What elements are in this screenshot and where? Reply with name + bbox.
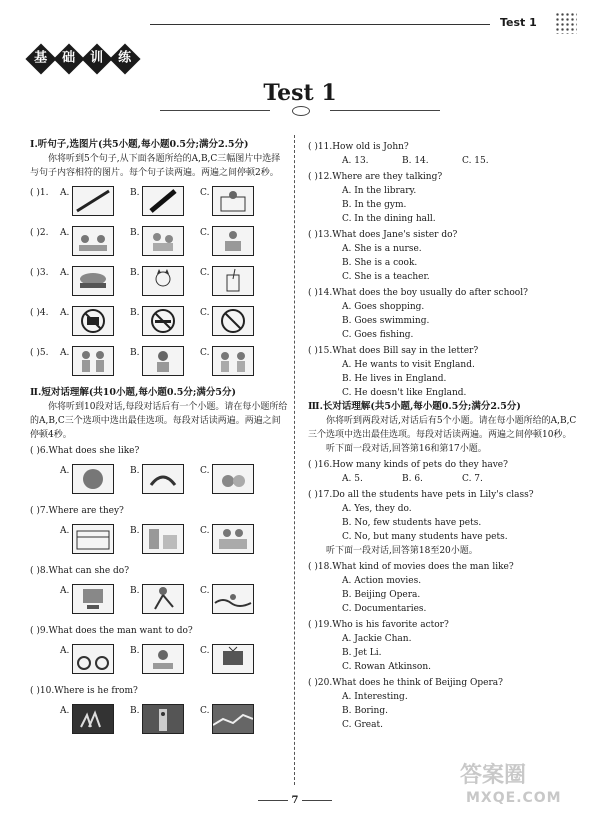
question-5: ( )5. A. B. C. — [30, 346, 288, 378]
option[interactable]: B. Beijing Opera. — [342, 590, 421, 600]
question-15: ( )15.What does Bill say in the letter? — [308, 346, 479, 356]
section-3-subinstruction-1: 听下面一段对话,回答第16和第17小题。 — [326, 444, 487, 454]
option[interactable]: B. Boring. — [342, 706, 388, 716]
option[interactable]: A. Interesting. — [342, 692, 408, 702]
cat-picture[interactable] — [142, 266, 184, 296]
two-kids-picture[interactable] — [72, 346, 114, 376]
great-wall-picture[interactable] — [212, 704, 254, 734]
children-picture[interactable] — [142, 226, 184, 256]
computer-picture[interactable] — [72, 584, 114, 614]
hamburger-picture[interactable] — [72, 266, 114, 296]
question-number: ( )1. — [30, 188, 49, 198]
question-18: ( )18.What kind of movies does the man like? — [308, 562, 514, 572]
badge-char: 基 — [34, 50, 48, 66]
option[interactable]: A. 13. — [342, 156, 369, 166]
option[interactable]: C. Documentaries. — [342, 604, 427, 614]
question-13: ( )13.What does Jane's sister do? — [308, 230, 458, 240]
question-4: ( )4. A. B. C. — [30, 306, 288, 338]
corner-title: Test 1 — [500, 16, 537, 29]
section-1-heading: Ⅰ.听句子,选图片(共5小题,每小题0.5分;满分2.5分) — [30, 139, 249, 150]
girl-picture[interactable] — [142, 346, 184, 376]
bicycle-picture[interactable] — [72, 644, 114, 674]
watermark-logo: 答案圈 — [460, 763, 527, 788]
question-number: ( )5. — [30, 348, 49, 358]
option[interactable]: A. Jackie Chan. — [342, 634, 412, 644]
ruler-picture[interactable] — [72, 186, 114, 216]
badge-char: 练 — [118, 50, 132, 66]
option[interactable]: C. He doesn't like England. — [342, 388, 467, 398]
page-number: 7 — [291, 795, 299, 806]
group-picture[interactable] — [212, 226, 254, 256]
column-divider — [294, 135, 295, 785]
option[interactable]: B. She is a cook. — [342, 258, 418, 268]
pen-picture[interactable] — [142, 186, 184, 216]
big-ben-picture[interactable] — [142, 704, 184, 734]
option[interactable]: A. Action movies. — [342, 576, 422, 586]
option[interactable]: C. No, but many students have pets. — [342, 532, 508, 542]
section-badge — [28, 48, 138, 70]
option[interactable]: C. 7. — [462, 474, 483, 484]
option[interactable]: C. Rowan Atkinson. — [342, 662, 431, 672]
question-9: ( )9.What does the man want to do? — [30, 626, 193, 636]
option[interactable]: B. No, few students have pets. — [342, 518, 482, 528]
question-8: ( )8.What can she do? — [30, 566, 130, 576]
option[interactable]: B. He lives in England. — [342, 374, 447, 384]
right-column — [308, 138, 578, 732]
scene-picture[interactable] — [212, 186, 254, 216]
question-8-options: A. B. C. — [30, 584, 288, 616]
apples-picture[interactable] — [212, 464, 254, 494]
eating-picture[interactable] — [142, 644, 184, 674]
question-10-options: A. B. C. — [30, 704, 288, 736]
option[interactable]: B. 14. — [402, 156, 429, 166]
section-1-instructions: 你将听到5个句子,从下面各题所给的A,B,C三幅图片中选择与句子内容相符的图片。每个句子读两遍。两遍之间停顿2秒。 — [30, 154, 281, 178]
section-2-heading: Ⅱ.短对话理解(共10小题,每小题0.5分;满分5分) — [30, 387, 236, 398]
option[interactable]: B. In the gym. — [342, 200, 407, 210]
no-entry-sign-picture[interactable] — [212, 306, 254, 336]
option[interactable]: A. 5. — [342, 474, 363, 484]
option[interactable]: A. She is a nurse. — [342, 244, 422, 254]
header-rule — [150, 24, 490, 25]
question-12: ( )12.Where are they talking? — [308, 172, 443, 182]
no-photo-sign-picture[interactable] — [72, 306, 114, 336]
sydney-opera-house-picture[interactable] — [72, 704, 114, 734]
corner-dots-decoration — [555, 12, 577, 34]
question-11: ( )11.How old is John? — [308, 142, 409, 152]
badge-char: 础 — [62, 50, 76, 66]
question-9-options: A. B. C. — [30, 644, 288, 676]
option[interactable]: A. He wants to visit England. — [342, 360, 475, 370]
tv-picture[interactable] — [212, 644, 254, 674]
question-20: ( )20.What does he think of Beijing Opera? — [308, 678, 503, 688]
dancing-picture[interactable] — [142, 584, 184, 614]
question-14: ( )14.What does the boy usually do after school? — [308, 288, 528, 298]
question-6: ( )6.What does she like? — [30, 446, 140, 456]
bananas-picture[interactable] — [142, 464, 184, 494]
question-7-options: A. B. C. — [30, 524, 288, 556]
section-3-instructions: 你将听到两段对话,对话后有5个小题。请在每小题所给的A,B,C三个选项中选出最佳选项。每段对话读两遍。两遍之间停顿10秒。 — [308, 416, 577, 440]
section-3-heading: Ⅲ.长对话理解(共5小题,每小题0.5分;满分2.5分) — [308, 401, 521, 412]
question-2: ( )2. A. B. C. — [30, 226, 288, 258]
swimming-picture[interactable] — [212, 584, 254, 614]
option[interactable]: A. Goes shopping. — [342, 302, 425, 312]
shop-picture[interactable] — [72, 524, 114, 554]
option[interactable]: C. Goes fishing. — [342, 330, 414, 340]
section-2-instructions: 你将听到10段对话,每段对话后有一个小题。请在每小题所给的A,B,C三个选项中选出最佳选项。每段对话读两遍。两遍之间停顿4秒。 — [30, 402, 288, 440]
drink-picture[interactable] — [212, 266, 254, 296]
option[interactable]: B. Jet Li. — [342, 648, 382, 658]
option[interactable]: C. In the dining hall. — [342, 214, 436, 224]
option[interactable]: A. Yes, they do. — [342, 504, 412, 514]
watermelon-picture[interactable] — [72, 464, 114, 494]
question-19: ( )19.Who is his favorite actor? — [308, 620, 449, 630]
page-title-wrap — [190, 80, 410, 106]
option[interactable]: B. Goes swimming. — [342, 316, 430, 326]
page-footer — [240, 795, 350, 806]
question-10: ( )10.Where is he from? — [30, 686, 138, 696]
section-3-subinstruction-2: 听下面一段对话,回答第18至20小题。 — [326, 546, 478, 556]
option[interactable]: C. Great. — [342, 720, 383, 730]
page-title: Test 1 — [263, 80, 337, 106]
question-number: ( )2. — [30, 228, 49, 238]
question-number: ( )4. — [30, 308, 49, 318]
watermark-url: MXQE.COM — [466, 790, 562, 806]
question-16-options — [308, 472, 578, 486]
left-column — [30, 138, 288, 744]
no-smoking-sign-picture[interactable] — [142, 306, 184, 336]
question-17: ( )17.Do all the students have pets in Lily's class? — [308, 490, 534, 500]
option[interactable]: C. 15. — [462, 156, 489, 166]
badge-char: 训 — [90, 50, 104, 66]
talking-kids-picture[interactable] — [212, 346, 254, 376]
option[interactable]: B. 6. — [402, 474, 423, 484]
option[interactable]: A. In the library. — [342, 186, 417, 196]
classroom-picture[interactable] — [72, 226, 114, 256]
question-1: ( )1. A. B. C. — [30, 186, 288, 218]
option[interactable]: C. She is a teacher. — [342, 272, 430, 282]
library-picture[interactable] — [142, 524, 184, 554]
question-16: ( )16.How many kinds of pets do they have? — [308, 460, 508, 470]
question-number: ( )3. — [30, 268, 49, 278]
dining-hall-picture[interactable] — [212, 524, 254, 554]
question-11-options — [308, 154, 578, 168]
title-ornament — [160, 106, 440, 116]
question-7: ( )7.Where are they? — [30, 506, 124, 516]
question-3: ( )3. A. B. C. — [30, 266, 288, 298]
question-6-options: A. B. C. — [30, 464, 288, 496]
